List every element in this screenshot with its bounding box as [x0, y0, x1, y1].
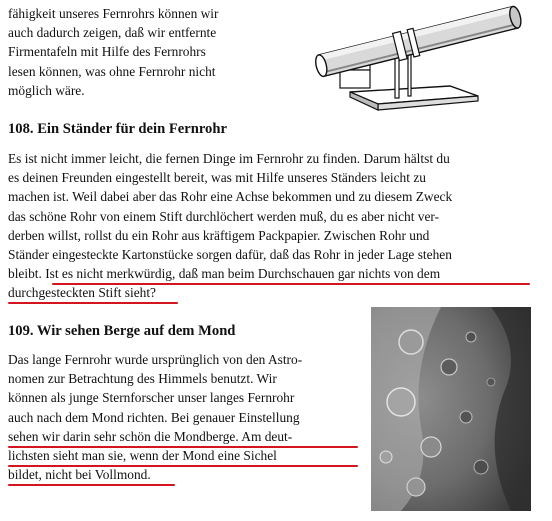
body-line: Ständer eingesteckte Kartonstücke sorgen dafür, daß das Rohr in jeder Lage stehen [8, 247, 452, 263]
body-line: Es ist nicht immer leicht, die fernen Dinge im Fernrohr zu finden. Darum hältst du [8, 151, 450, 166]
moon-photo [371, 307, 531, 511]
red-underline [8, 302, 178, 304]
intro-line: auch dadurch zeigen, daß wir entfernte [8, 25, 217, 41]
red-underline [8, 465, 358, 467]
body-line: das schöne Rohr von einem Stift durchlöchert werden muß, du es aber nicht ver- [8, 208, 440, 224]
section-108-body [8, 149, 527, 303]
body-line: Das lange Fernrohr wurde ursprünglich von den Astro- [8, 352, 303, 367]
body-line: durchgesteckten Stift sieht? [8, 285, 156, 301]
red-underline [8, 446, 358, 448]
body-line: bildet, nicht bei Vollmond. [8, 467, 151, 483]
section-108-heading: 108. Ein Ständer für dein Fernrohr [8, 121, 227, 137]
body-line: es deinen Freunden eingestellt bereit, was mit Hilfe unseres Ständers leicht zu [8, 170, 426, 186]
body-line: machen ist. Weil dabei aber das Rohr eine Achse bekommen und zu diesem Zweck [8, 189, 453, 205]
moon-surface-graphic [371, 307, 531, 511]
body-line: sehen wir darin sehr schön die Mondberge. Am deut- [8, 428, 293, 444]
body-line: derben willst, rollst du ein Rohr aus kräftigem Packpapier. Zwischen Rohr und [8, 227, 430, 243]
body-line: auch nach dem Mond richten. Bei genauer Einstellung [8, 409, 300, 425]
red-underline [8, 484, 175, 486]
red-underline [52, 283, 530, 285]
body-line: können als junge Sternforscher unser langes Fernrohr [8, 390, 295, 406]
intro-paragraph [8, 4, 298, 100]
telescope-illustration [300, 0, 540, 118]
body-line: nomen zur Betrachtung des Himmels benutzt. Wir [8, 371, 277, 387]
section-109-heading: 109. Wir sehen Berge auf dem Mond [8, 323, 236, 339]
body-line: lichsten sieht man sie, wenn der Mond eine Sichel [8, 448, 277, 464]
body-line: bleibt. Ist es nicht merkwürdig, daß man beim Durchschauen gar nichts von dem [8, 266, 441, 282]
intro-line: fähigkeit unseres Fernrohrs können wir [8, 6, 219, 21]
intro-line: lesen können, was ohne Fernrohr nicht [8, 63, 216, 79]
intro-line: Firmentafeln mit Hilfe des Fernrohrs [8, 44, 206, 60]
intro-line: möglich wäre. [8, 82, 85, 98]
